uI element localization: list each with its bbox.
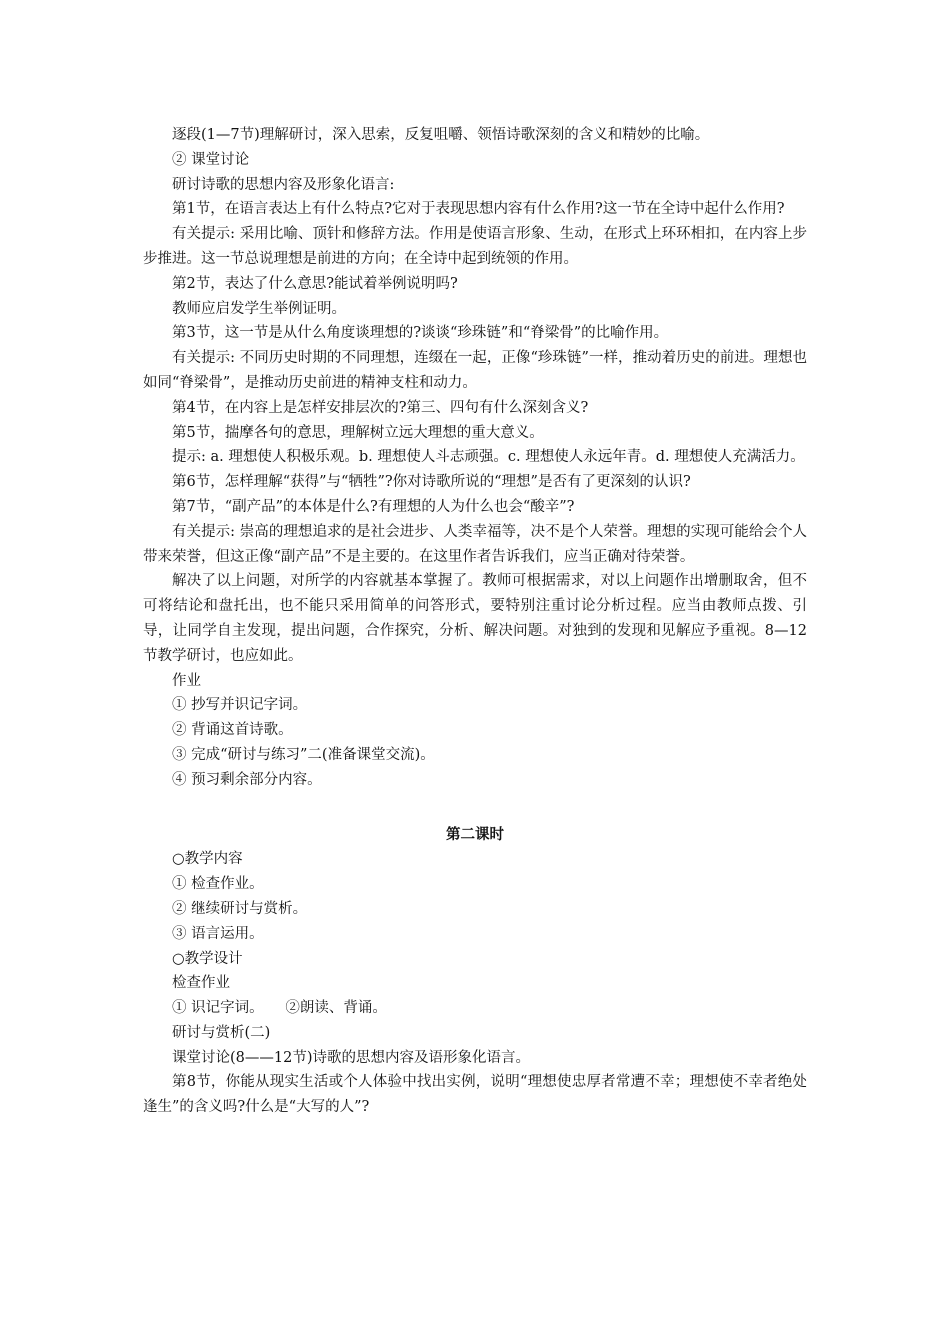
- paragraph: 第2节，表达了什么意思?能试着举例说明吗?: [172, 275, 458, 292]
- document-page: [143, 123, 807, 1120]
- paragraph: 研讨与赏析(二): [172, 1024, 271, 1041]
- paragraph: 作业: [172, 672, 201, 689]
- paragraph: 教师应启发学生举例证明。: [172, 300, 346, 317]
- paragraph: ○教学内容: [172, 851, 243, 868]
- spacer: [143, 793, 807, 823]
- paragraph: 第1节，在语言表达上有什么特点?它对于表现思想内容有什么作用?这一节在全诗中起什么作用?: [172, 201, 785, 218]
- paragraph: 有关提示: 不同历史时期的不同理想，连缀在一起，正像“珍珠链”一样，推动着历史的前进。理想也如同“脊梁骨”，是推动历史前进的精神支柱和动力。: [143, 350, 807, 391]
- list-item: ② 继续研讨与赏析。: [172, 900, 308, 917]
- paragraph: 第3节，这一节是从什么角度谈理想的?谈谈“珍珠链”和“脊梁骨”的比喻作用。: [172, 325, 669, 342]
- paragraph: 第5节，揣摩各句的意思，理解树立远大理想的重大意义。: [172, 424, 544, 441]
- list-item: ① 识记字词。 ②朗读、背诵。: [172, 1000, 387, 1017]
- paragraph: 提示: a. 理想使人积极乐观。b. 理想使人斗志顽强。c. 理想使人永远年青。d. 理想使人充满活力。: [172, 449, 805, 466]
- paragraph: 第6节，怎样理解“获得”与“牺牲”?你对诗歌所说的“理想”是否有了更深刻的认识?: [172, 474, 691, 491]
- list-item: ④ 预习剩余部分内容。: [172, 771, 322, 788]
- paragraph: ② 课堂讨论: [172, 151, 250, 168]
- paragraph: 第4节，在内容上是怎样安排层次的?第三、四句有什么深刻含义?: [172, 399, 589, 416]
- paragraph: 研讨诗歌的思想内容及形象化语言:: [172, 176, 395, 193]
- paragraph: 第8节，你能从现实生活或个人体验中找出实例，说明“理想使忠厚者常遭不幸；理想使不幸者绝处逢生”的含义吗?什么是“大写的人”?: [143, 1074, 807, 1116]
- paragraph: 有关提示: 采用比喻、顶针和修辞方法。作用是使语言形象、生动，在形式上环环相扣，在内容上步步推进。这一节总说理想是前进的方向；在全诗中起到统领的作用。: [143, 226, 807, 267]
- section-title: 第二课时: [446, 826, 504, 843]
- paragraph: 检查作业: [172, 975, 230, 992]
- list-item: ② 背诵这首诗歌。: [172, 722, 293, 739]
- paragraph: 第7节，“副产品”的本体是什么?有理想的人为什么也会“酸辛”?: [172, 498, 575, 515]
- paragraph: ○教学设计: [172, 950, 243, 967]
- paragraph: 逐段(1—7节)理解研讨，深入思索，反复咀嚼、领悟诗歌深刻的含义和精妙的比喻。: [172, 127, 710, 143]
- paragraph: 解决了以上问题，对所学的内容就基本掌握了。教师可根据需求，对以上问题作出增删取舍，但不可将结论和盘托出，也不能只采用简单的问答形式，要特别注重讨论分析过程。应当由教师点拨、引导，让同学自主发现，提出问题，合作探究，分析、解决问题。对独到的发现和见解应予重视。8—12节教学研讨，也应如此。: [143, 573, 807, 664]
- list-item: ① 检查作业。: [172, 876, 264, 893]
- paragraph: 课堂讨论(8——12节)诗歌的思想内容及语形象化语言。: [172, 1049, 530, 1066]
- list-item: ① 抄写并识记字词。: [172, 697, 308, 714]
- list-item: ③ 语言运用。: [172, 925, 264, 942]
- list-item: ③ 完成“研讨与练习”二(准备课堂交流)。: [172, 746, 435, 763]
- paragraph: 有关提示: 崇高的理想追求的是社会进步、人类幸福等，决不是个人荣誉。理想的实现可能给会个人带来荣誉，但这正像“副产品”不是主要的。在这里作者告诉我们，应当正确对待荣誉。: [143, 523, 807, 565]
